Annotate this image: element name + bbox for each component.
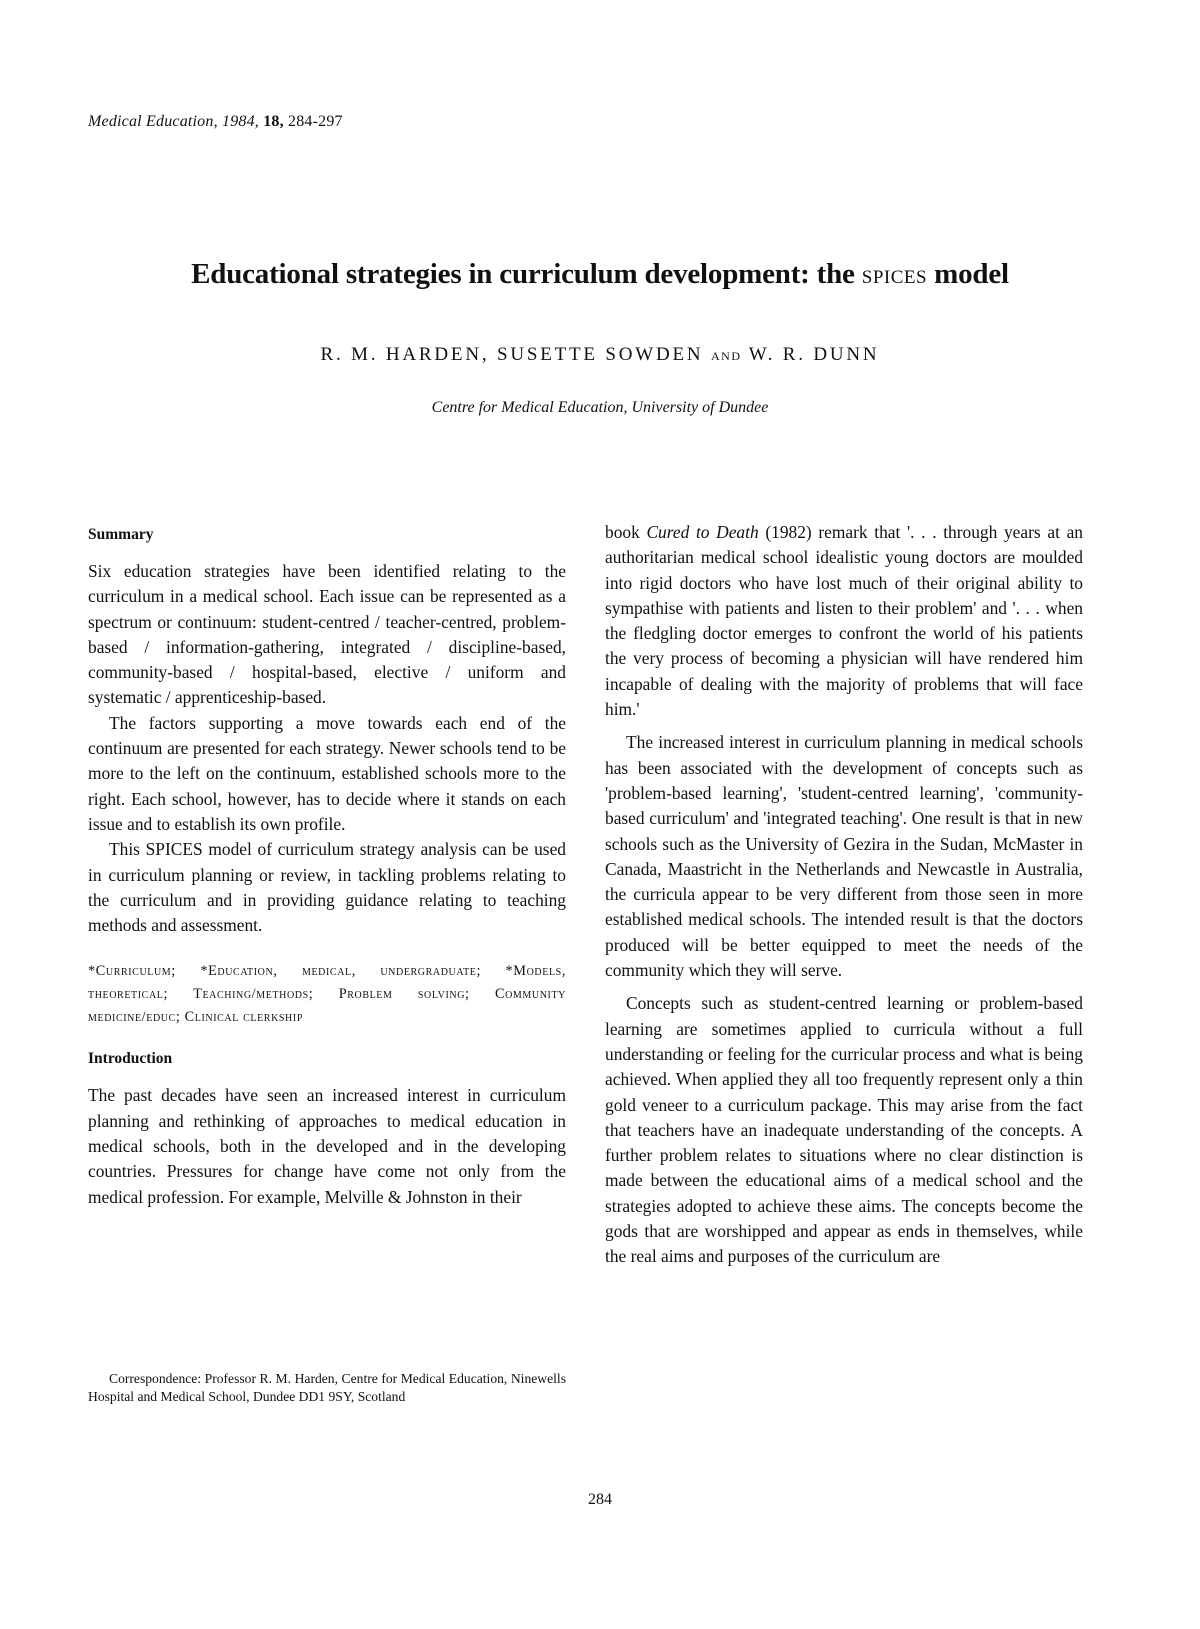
title-model-name: spices	[861, 259, 928, 289]
introduction-paragraph	[605, 520, 1083, 722]
introduction-paragraph: The increased interest in curriculum planning in medical schools has been associated with the development of concepts such as 'problem-based learning', 'student-centred learning', 'community-based curriculum' and 'integrated teaching'. One result is that in new schools such as the University of Gezira in the Sudan, McMaster in Canada, Maastricht in the Netherlands and Newcastle in Australia, the curricula appear to be very different from those seen in more established medical schools. The intended result is that the doctors produced will be better equipped to meet the needs of the community which they will serve.	[605, 732, 1083, 981]
article-title	[0, 258, 1200, 291]
right-column	[605, 520, 1083, 1270]
introduction-paragraph: The past decades have seen an increased interest in curriculum planning and rethinking of approaches to medical education in medical schools, both in the developed and in the developing countries. Pressures for change have come not only from the medical profession. For example, Melville & Johnston in their	[88, 1085, 566, 1207]
author-affiliation: Centre for Medical Education, University of Dundee	[431, 399, 769, 416]
journal-pages: 284-297	[288, 113, 343, 130]
left-column	[88, 525, 566, 1210]
book-title: Cured to Death	[646, 522, 759, 542]
journal-name: Medical Education,	[88, 113, 218, 130]
introduction-heading: Introduction	[88, 1050, 173, 1068]
page-number: 284	[588, 1491, 612, 1508]
summary-paragraph: The factors supporting a move towards each end of the continuum are presented for each strategy. Newer schools tend to be more to the left on the continuum, established schools more to the right. Each school, however, has to decide where it stands on each issue and to establish its own profile.	[88, 712, 566, 834]
author-list	[0, 344, 1200, 366]
keywords: *Curriculum; *Education, medical, undergraduate; *Models, theoretical; Teaching/methods; Problem solving; Community medicine/educ; Clinical clerkship	[88, 963, 566, 1026]
summary-paragraph: Six education strategies have been identified relating to the curriculum in a medical school. Each issue can be represented as a spectrum or continuum: student-centred / teacher-centred, problem-based / information-gathering, integrated / discipline-based, community-based / hospital-based, elective / uniform and systematic / apprenticeship-based.	[88, 561, 566, 708]
para-text: (1982) remark that '. . . through years at an authoritarian medical school idealistic young doctors are moulded into rigid doctors who have lost much of their original ability to sympathise with patients and listen to their problem' and '. . . when the fledgling doctor emerges to confront the world of his patients the very process of becoming a physician will have rendered him incapable of dealing with the majority of problems that will face him.'	[605, 522, 1083, 720]
journal-volume: 18,	[263, 113, 284, 130]
introduction-paragraph: Concepts such as student-centred learning or problem-based learning are sometimes applied to curricula without a full understanding or feeling for the curricular process and what is being achieved. When applied they all too frequently represent only a thin gold veneer to a curriculum package. This may arise from the fact that teachers have an inadequate understanding of the concepts. A further problem relates to situations where no clear distinction is made between the educational aims of a medical school and the strategies adopted to achieve these aims. The concepts become the gods that are worshipped and appear as ends in themselves, while the real aims and purposes of the curriculum are	[605, 993, 1083, 1267]
journal-year: 1984,	[222, 113, 259, 130]
authors-last: W. R. DUNN	[741, 344, 880, 365]
title-end: model	[927, 258, 1009, 290]
summary-heading: Summary	[88, 526, 154, 543]
correspondence-footnote: Correspondence: Professor R. M. Harden, Centre for Medical Education, Ninewells Hospital and Medical School, Dundee DD1 9SY, Scotland	[88, 1371, 566, 1404]
summary-paragraph: This SPICES model of curriculum strategy analysis can be used in curriculum planning or review, in tackling problems relating to the curriculum and in providing guidance relating to teaching methods and assessment.	[88, 839, 566, 936]
authors-and: AND	[711, 349, 742, 363]
journal-reference	[88, 113, 343, 131]
title-main: Educational strategies in curriculum development: the	[191, 258, 862, 290]
para-text: book	[605, 522, 647, 542]
authors-first: R. M. HARDEN, SUSETTE SOWDEN	[320, 344, 711, 365]
